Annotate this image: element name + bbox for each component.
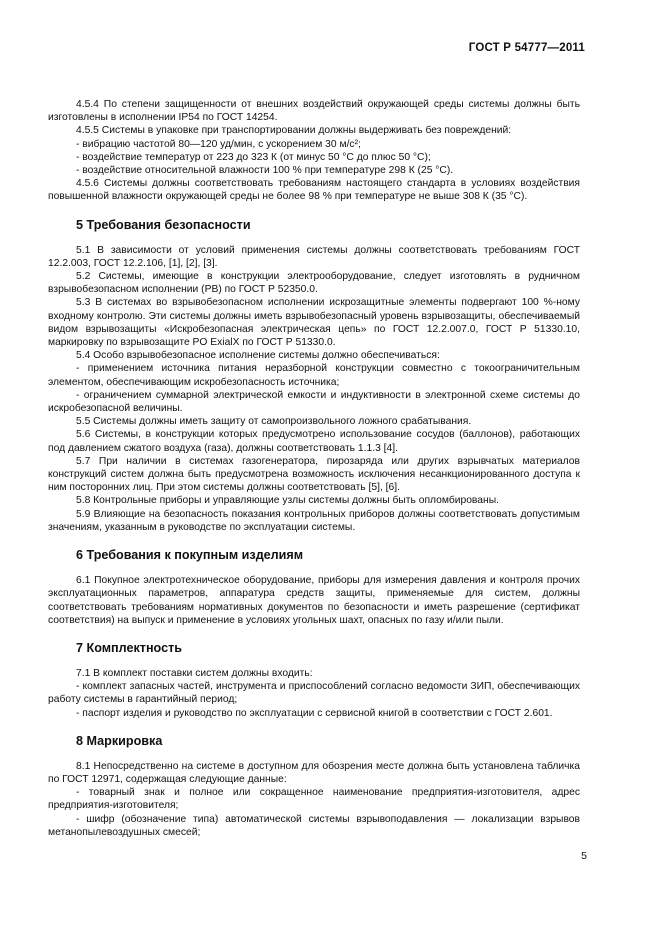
section-6-body bbox=[48, 574, 580, 627]
list-item: - шифр (обозначение типа) автоматической системы взрывоподавления — локализации взрывов метанопылевоздушных смесей; bbox=[48, 813, 580, 838]
list-item: - применением источника питания неразборной конструкции совместно с токоограничительным элементом, обеспечивающим искробезопасность источника; bbox=[48, 363, 580, 388]
clause-4-5-6: 4.5.6 Системы должны соответствовать требованиям настоящего стандарта в условиях воздействия повышенной влажности окружающей среды не более 98 % при температуре не выше 308 К (35 °С). bbox=[48, 178, 580, 203]
section-4-tail bbox=[48, 98, 580, 204]
clause-4-5-4: 4.5.4 По степени защищенности от внешних воздействий окружающей среды системы должны быть изготовлены в исполнении IP54 по ГОСТ 14254. bbox=[48, 99, 580, 124]
document-header: ГОСТ Р 54777—2011 bbox=[468, 42, 585, 54]
section-8-body bbox=[48, 760, 580, 839]
list-item: - комплект запасных частей, инструмента и приспособлений согласно ведомости ЗИП, обеспечивающих работу системы в гарантийный период; bbox=[48, 681, 580, 706]
clause-5-6: 5.6 Системы, в конструкции которых предусмотрено использование сосудов (баллонов), работающих под давлением сжатого воздуха (газа), должны соответствовать 1.1.3 [4]. bbox=[48, 429, 580, 454]
section-8-title: 8 Маркировка bbox=[76, 733, 163, 748]
clause-7-1: 7.1 В комплект поставки систем должны входить: bbox=[76, 667, 313, 679]
list-item: - ограничением суммарной электрической емкости и индуктивности в электронной схеме системы до искробезопасной величины. bbox=[48, 389, 580, 415]
section-6-title: 6 Требования к покупным изделиям bbox=[76, 548, 304, 563]
clause-5-4: 5.4 Особо взрывобезопасное исполнение системы должно обеспечиваться: bbox=[76, 350, 440, 362]
section-5-body bbox=[48, 244, 580, 534]
list-item: - вибрацию частотой 80—120 уд/мин, с ускорением 30 м/с²; bbox=[76, 138, 361, 150]
clause-5-1: 5.1 В зависимости от условий применения системы должны соответствовать требованиям ГОСТ 12.2.003, ГОСТ 12.2.106, [1], [2], [3]. bbox=[48, 244, 580, 269]
clause-5-3: 5.3 В системах во взрывобезопасном исполнении искрозащитные элементы подвергают 100 %-ному входному контролю. Эти системы должны иметь взрывобезопасный уровень взрывозащиты, обеспечиваемый видом взрывозащиты «Искробезопасная электрическая цепь» по ГОСТ 12.2.007.0, ГОСТ Р 51330.10, маркировку по взрывозащите PO ExialX по ГОСТ Р 51330.0. bbox=[48, 297, 580, 349]
clause-5-5: 5.5 Системы должны иметь защиту от самопроизвольного ложного срабатывания. bbox=[76, 416, 472, 428]
clause-8-1: 8.1 Непосредственно на системе в доступном для обозрения месте должна быть установлена табличка по ГОСТ 12971, содержащая следующие данные: bbox=[48, 760, 580, 785]
clause-5-8: 5.8 Контрольные приборы и управляющие узлы системы должны быть опломбированы. bbox=[76, 495, 499, 507]
section-5-title: 5 Требования безопасности bbox=[76, 217, 251, 232]
section-7-body bbox=[48, 667, 580, 720]
page-number: 5 bbox=[581, 850, 587, 862]
page-body bbox=[48, 98, 580, 839]
list-item: - паспорт изделия и руководство по эксплуатации с сервисной книгой в соответствии с ГОСТ 2.601. bbox=[76, 707, 553, 719]
clause-4-5-5: 4.5.5 Системы в упаковке при транспортировании должны выдерживать без повреждений: bbox=[76, 125, 512, 137]
clause-5-7: 5.7 При наличии в системах газогенератора, пирозаряда или других взрывчатых материалов конструкций систем должна быть предусмотрена возможность исключения несанкционированного доступа к ним посторонних лиц. При этом системы должны соответствовать [5], [6]. bbox=[48, 455, 580, 494]
clause-6-1: 6.1 Покупное электротехническое оборудование, приборы для измерения давления и контроля прочих эксплуатационных параметров, аппаратура средств защиты, применяемые для систем, должны соответствовать требованиям нормативных документов по безопасности и иметь разрешение (сертификат соответствия) на выпуск и применение в условиях угольных шахт, опасных по газу и/или пыли. bbox=[48, 575, 580, 626]
list-item: - воздействие температур от 223 до 323 К (от минус 50 °С до плюс 50 °С); bbox=[76, 151, 431, 163]
clause-5-9: 5.9 Влияющие на безопасность показания контрольных приборов должны соответствовать допустимым значениям, указанным в руководстве по эксплуатации системы. bbox=[48, 508, 580, 533]
list-item: - товарный знак и полное или сокращенное наименование предприятия-изготовителя, адрес предприятия-изготовителя; bbox=[48, 787, 580, 812]
clause-5-2: 5.2 Системы, имеющие в конструкции электрооборудование, следует изготовлять в рудничном взрывобезопасном исполнении (PB) по ГОСТ Р 52350.0. bbox=[48, 271, 580, 296]
section-7-title: 7 Комплектность bbox=[76, 640, 182, 655]
list-item: - воздействие относительной влажности 100 % при температуре 298 К (25 °С). bbox=[76, 165, 454, 177]
